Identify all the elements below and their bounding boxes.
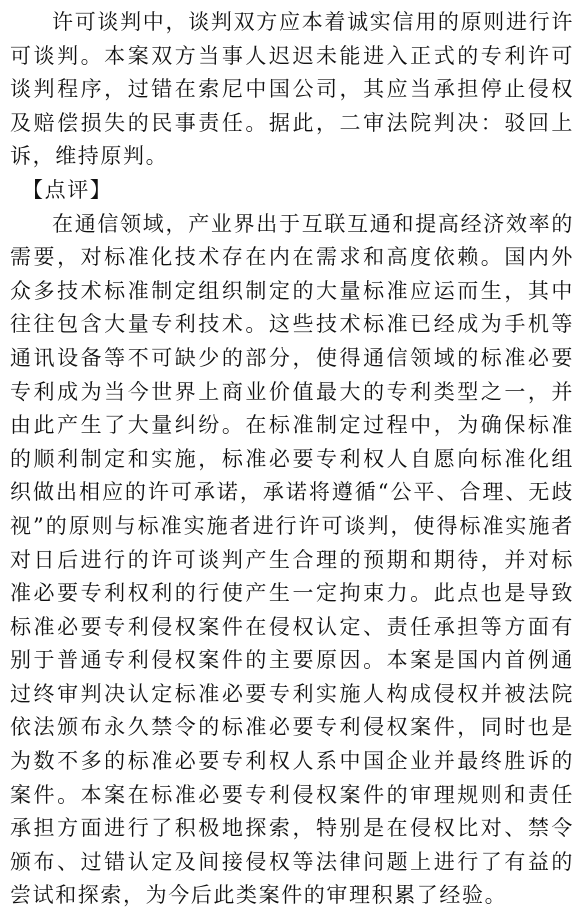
section-heading-commentary: 【点评】 — [22, 177, 113, 202]
paragraph-judgment: 许可谈判中，谈判双方应本着诚实信用的原则进行许可谈判。本案双方当事人迟迟未能进入正式的专利许可谈判程序，过错在索尼中国公司，其应当承担停止侵权及赔偿损失的民事责任。据此，二审法院判决：驳回上诉，维持原判。 — [10, 10, 574, 169]
paragraph-commentary: 在通信领域，产业界出于互联互通和提高经济效率的需要，对标准化技术存在内在需求和高度依赖。国内外众多技术标准制定组织制定的大量标准应运而生，其中往往包含大量专利技术。这些技术标准已经成为手机等通讯设备等不可缺少的部分，使得通信领域的标准必要专利成为当今世界上商业价值最大的专利类型之一，并由此产生了大量纠纷。在标准制定过程中，为确保标准的顺利制定和实施，标准必要专利权人自愿向标准化组织做出相应的许可承诺，承诺将遵循“公平、合理、无歧视”的原则与标准实施者进行许可谈判，使得标准实施者对日后进行的许可谈判产生合理的预期和期待，并对标准必要专利权利的行使产生一定拘束力。此点也是导致标准必要专利侵权案件在侵权认定、责任承担等方面有别于普通专利侵权案件的主要原因。本案是国内首例通过终审判决认定标准必要专利实施人构成侵权并被法院依法颁布永久禁令的标准必要专利侵权案件，同时也是为数不多的标准必要专利权人系中国企业并最终胜诉的案件。本案在标准必要专利侵权案件的审理规则和责任承担方面进行了积极地探索，特别是在侵权比对、禁令颁布、过错认定及间接侵权等法律问题上进行了有益的尝试和探索，为今后此类案件的审理积累了经验。 — [10, 211, 574, 908]
